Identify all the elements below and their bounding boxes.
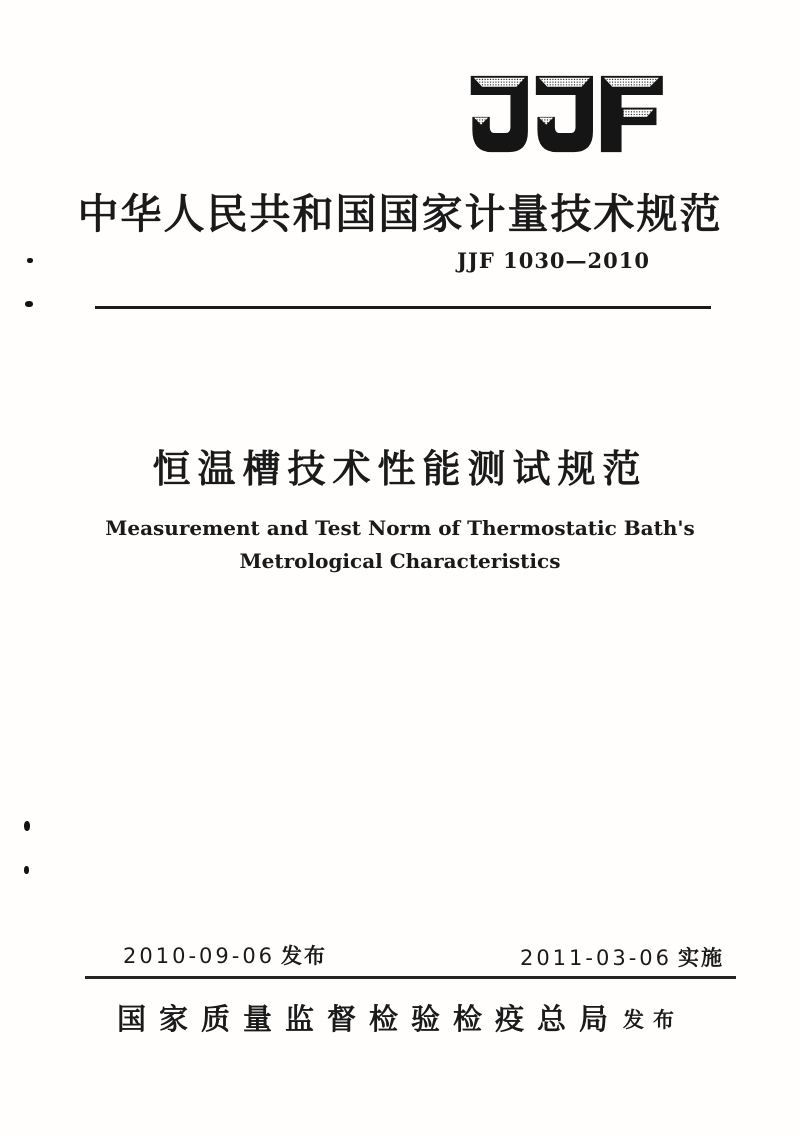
publisher-name: 国家质量监督检验检疫总局	[116, 1002, 621, 1036]
header-rule	[95, 306, 711, 309]
scan-artifact-dot	[24, 821, 30, 831]
scan-artifact-dot	[27, 258, 33, 263]
implementation-date-row	[520, 942, 724, 972]
implementation-date-label: 实施	[678, 946, 724, 970]
issue-date-label: 发布	[281, 944, 328, 968]
doc-number: JJF 1030—2010	[457, 248, 650, 273]
en-title-line2: Metrological Characteristics	[239, 549, 561, 573]
issue-date-row	[123, 940, 327, 970]
issue-date: 2010-09-06	[123, 944, 276, 968]
main-title-en	[0, 512, 800, 578]
implementation-date: 2011-03-06	[519, 946, 672, 970]
main-title-zh: 恒温槽技术性能测试规范	[152, 446, 648, 491]
scan-artifact-dot	[24, 866, 29, 874]
scan-artifact-dot	[25, 301, 33, 307]
en-title-line1: Measurement and Test Norm of Thermostatic Bath's	[105, 516, 695, 540]
publisher-verb: 发布	[623, 1007, 683, 1032]
org-title: 中华人民共和国国家计量技术规范	[77, 190, 723, 238]
jjf-logo-icon	[466, 72, 666, 156]
publisher-row	[0, 997, 800, 1038]
footer-rule	[85, 976, 736, 979]
